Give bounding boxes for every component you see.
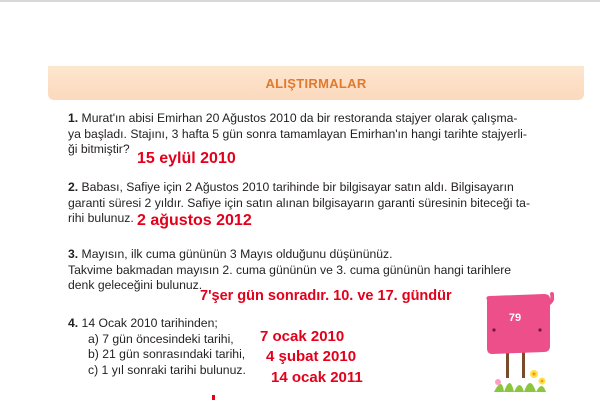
question-3-line-2: Takvime bakmadan mayısın 2. cuma gününün ve 3. cuma gününün hangi tarihlere	[68, 262, 512, 277]
answer-4a: 7 ocak 2010	[260, 328, 345, 345]
question-1-number: 1.	[68, 111, 79, 125]
question-2-number: 2.	[68, 180, 79, 194]
question-4b: b) 21 gün sonrasındaki tarihi,	[88, 347, 246, 361]
answer-4b: 4 şubat 2010	[266, 348, 357, 365]
question-3	[68, 247, 564, 294]
top-rule	[0, 0, 600, 2]
question-3-line-3: denk geleceğini bulunuz.	[68, 278, 203, 292]
mascot-icon	[484, 290, 554, 394]
header-title: ALIŞTIRMALAR	[265, 76, 367, 91]
answer-2: 2 ağustos 2012	[137, 212, 252, 229]
page-number-mascot	[484, 290, 554, 394]
page-number: 79	[508, 312, 522, 324]
question-4-number: 4.	[68, 316, 79, 330]
answer-1: 15 eylül 2010	[137, 150, 236, 167]
red-pen-mark	[212, 395, 215, 400]
question-1-line-1: Murat'ın abisi Emirhan 20 Ağustos 2010 da bir restoranda stajyer olarak çalışma-	[78, 111, 518, 125]
exercise-header	[48, 66, 584, 100]
question-2-line-3: rihi bulunuz.	[68, 211, 134, 225]
answer-3: 7'şer gün sonradır. 10. ve 17. gündür	[200, 288, 452, 304]
question-1-line-3: ği bitmiştir?	[68, 142, 130, 156]
question-2-line-1: Babası, Safiye için 2 Ağustos 2010 tarihinde bir bilgisayar satın aldı. Bilgisayarın	[78, 180, 514, 194]
question-1-line-2: ya başladı. Stajını, 3 hafta 5 gün sonra tamamlayan Emirhan'ın hangi tarihte stajyerli-	[68, 126, 527, 141]
question-3-line-1: Mayısın, ilk cuma gününün 3 Mayıs olduğunu düşününüz.	[78, 247, 393, 261]
question-3-number: 3.	[68, 247, 79, 261]
question-2-line-2: garanti süresi 2 yıldır. Safiye için satın alınan bilgisayarın garanti süresinin biteceği ta-	[68, 195, 531, 210]
answer-4c: 14 ocak 2011	[271, 369, 363, 386]
question-4a: a) 7 gün öncesindeki tarihi,	[88, 331, 234, 346]
question-4-intro: 14 Ocak 2010 tarihinden;	[78, 316, 218, 330]
question-4c: c) 1 yıl sonraki tarihi bulunuz.	[88, 362, 246, 377]
